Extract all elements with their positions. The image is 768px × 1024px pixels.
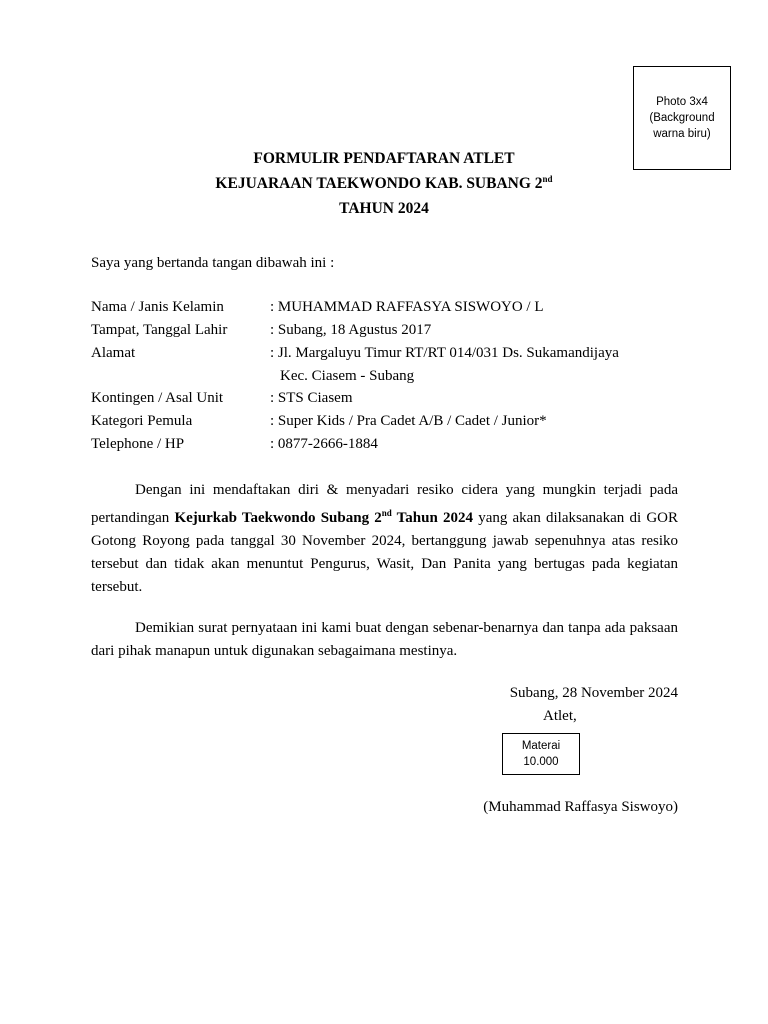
closing-text: Demikian surat pernyataan ini kami buat dengan sebenar-benarnya dan tanpa ada paksaan dari pihak manapun untuk digunakan sebagaimana mestinya. bbox=[91, 620, 678, 659]
closing-paragraph bbox=[91, 617, 678, 663]
statement-paragraph bbox=[91, 479, 678, 599]
field-value-birth: : Subang, 18 Agustus 2017 bbox=[270, 322, 432, 338]
field-value-name: : MUHAMMAD RAFFASYA SISWOYO / L bbox=[270, 299, 544, 315]
field-value-category: : Super Kids / Pra Cadet A/B / Cadet / Junior* bbox=[270, 413, 547, 429]
year-title: TAHUN 2024 bbox=[339, 200, 429, 217]
event-title bbox=[0, 174, 768, 193]
materai-value: 10.000 bbox=[523, 756, 559, 768]
field-value-phone: : 0877-2666-1884 bbox=[270, 436, 378, 452]
event-title-text: KEJUARAAN TAEKWONDO KAB. SUBANG 2 bbox=[215, 175, 543, 192]
field-label-category: Kategori Pemula bbox=[91, 413, 193, 429]
photo-note-line2: warna biru) bbox=[653, 128, 711, 140]
statement-text-2: yang akan dilaksanakan di GOR Gotong Royong pada tanggal 30 November 2024, bertanggung jawab sepenuhnya atas resiko tersebut dan tidak akan menuntut Pengurus, Wasit, Dan Panita yang bertugas pada kegiatan tersebut. bbox=[91, 510, 678, 595]
materai-stamp-box bbox=[502, 733, 580, 775]
field-label-address: Alamat bbox=[91, 345, 136, 361]
field-value-address: : Jl. Margaluyu Timur RT/RT 014/031 Ds. Sukamandijaya bbox=[270, 345, 619, 361]
statement-text-1: Dengan ini mendaftakan diri & menyadari resiko cidera yang mungkin terjadi pada pertandingan bbox=[91, 482, 678, 526]
form-title: FORMULIR PENDAFTARAN ATLET bbox=[253, 150, 515, 167]
field-label-phone: Telephone / HP bbox=[91, 436, 185, 452]
field-value-address-line2: Kec. Ciasem - Subang bbox=[280, 368, 415, 384]
photo-label: Photo 3x4 bbox=[656, 96, 708, 108]
materai-label: Materai bbox=[521, 740, 561, 752]
signature-role: Atlet, bbox=[543, 708, 577, 724]
field-label-birth: Tampat, Tanggal Lahir bbox=[91, 322, 228, 338]
field-label-name: Nama / Janis Kelamin bbox=[91, 299, 224, 315]
field-label-contingent: Kontingen / Asal Unit bbox=[91, 390, 224, 406]
signature-name: (Muhammad Raffasya Siswoyo) bbox=[483, 799, 678, 815]
signature-place-date: Subang, 28 November 2024 bbox=[509, 685, 678, 701]
intro-text: Saya yang bertanda tangan dibawah ini : bbox=[91, 255, 335, 271]
photo-note-line1: (Background bbox=[649, 112, 715, 124]
event-name-bold: Kejurkab Taekwondo Subang 2nd Tahun 2024 bbox=[174, 508, 474, 526]
field-value-contingent: : STS Ciasem bbox=[270, 390, 353, 406]
event-title-sup: nd bbox=[542, 174, 553, 184]
